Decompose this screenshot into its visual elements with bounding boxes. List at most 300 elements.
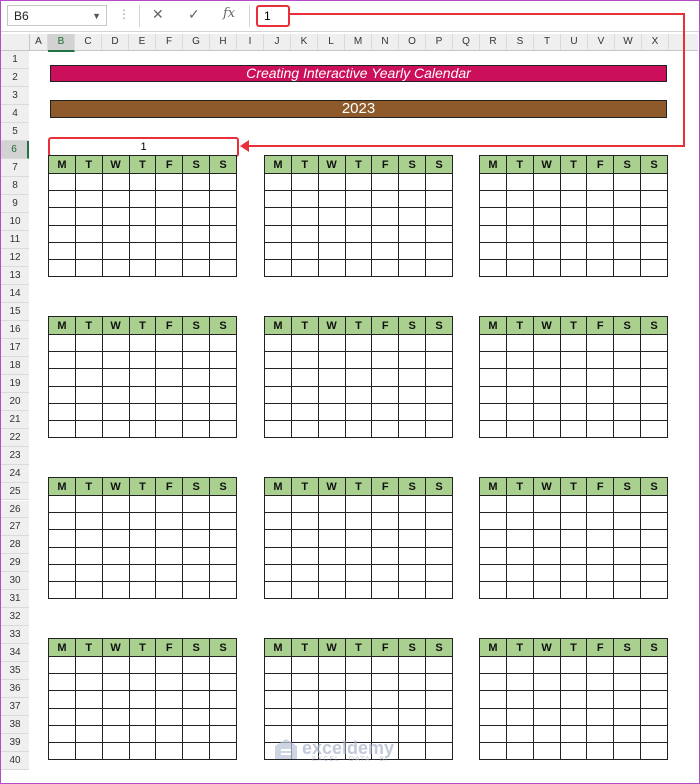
row-header-28[interactable]: 28 [1,536,29,554]
day-cell[interactable] [210,564,237,581]
day-cell[interactable] [102,259,129,276]
day-cell[interactable] [372,530,399,547]
day-cell[interactable] [265,403,292,420]
day-cell[interactable] [480,691,507,708]
day-cell[interactable] [560,420,587,437]
day-cell[interactable] [102,530,129,547]
column-header-h[interactable]: H [210,34,237,50]
weekday-header[interactable]: F [372,639,399,657]
day-cell[interactable] [183,259,210,276]
day-cell[interactable] [210,530,237,547]
day-cell[interactable] [560,708,587,725]
day-cell[interactable] [506,674,533,691]
weekday-header[interactable]: S [399,639,426,657]
day-cell[interactable] [183,174,210,191]
day-cell[interactable] [49,225,76,242]
row-header-12[interactable]: 12 [1,249,29,267]
day-cell[interactable] [399,674,426,691]
day-cell[interactable] [49,174,76,191]
day-cell[interactable] [318,369,345,386]
day-cell[interactable] [480,657,507,674]
day-cell[interactable] [49,242,76,259]
row-header-35[interactable]: 35 [1,662,29,680]
weekday-header[interactable]: W [102,156,129,174]
day-cell[interactable] [399,403,426,420]
day-cell[interactable] [587,403,614,420]
column-header-b[interactable]: B [48,34,75,52]
day-cell[interactable] [560,691,587,708]
day-cell[interactable] [614,530,641,547]
weekday-header[interactable]: S [641,156,668,174]
day-cell[interactable] [480,674,507,691]
day-cell[interactable] [265,513,292,530]
day-cell[interactable] [75,691,102,708]
day-cell[interactable] [75,530,102,547]
day-cell[interactable] [156,242,183,259]
day-cell[interactable] [265,174,292,191]
day-cell[interactable] [372,403,399,420]
day-cell[interactable] [102,708,129,725]
row-header-30[interactable]: 30 [1,572,29,590]
day-cell[interactable] [560,530,587,547]
day-cell[interactable] [156,496,183,513]
day-cell[interactable] [372,191,399,208]
day-cell[interactable] [265,208,292,225]
day-cell[interactable] [560,208,587,225]
day-cell[interactable] [210,208,237,225]
day-cell[interactable] [156,420,183,437]
day-cell[interactable] [345,581,372,598]
day-cell[interactable] [102,691,129,708]
weekday-header[interactable]: T [75,156,102,174]
day-cell[interactable] [560,403,587,420]
day-cell[interactable] [291,674,318,691]
day-cell[interactable] [265,225,292,242]
weekday-header[interactable]: W [102,317,129,335]
day-cell[interactable] [265,691,292,708]
day-cell[interactable] [49,530,76,547]
weekday-header[interactable]: F [587,478,614,496]
row-header-27[interactable]: 27 [1,518,29,536]
day-cell[interactable] [426,420,453,437]
day-cell[interactable] [318,657,345,674]
day-cell[interactable] [399,335,426,352]
day-cell[interactable] [75,208,102,225]
column-header-d[interactable]: D [102,34,129,50]
day-cell[interactable] [265,496,292,513]
day-cell[interactable] [345,191,372,208]
day-cell[interactable] [533,547,560,564]
weekday-header[interactable]: T [560,478,587,496]
row-header-39[interactable]: 39 [1,734,29,752]
day-cell[interactable] [49,191,76,208]
row-header-2[interactable]: 2 [1,69,29,87]
day-cell[interactable] [291,581,318,598]
day-cell[interactable] [49,547,76,564]
day-cell[interactable] [129,191,156,208]
day-cell[interactable] [210,403,237,420]
day-cell[interactable] [210,352,237,369]
day-cell[interactable] [102,403,129,420]
insert-function-icon[interactable]: fx [223,6,236,21]
day-cell[interactable] [49,564,76,581]
day-cell[interactable] [587,259,614,276]
day-cell[interactable] [641,420,668,437]
day-cell[interactable] [480,335,507,352]
day-cell[interactable] [641,174,668,191]
row-header-5[interactable]: 5 [1,123,29,141]
day-cell[interactable] [614,547,641,564]
day-cell[interactable] [291,225,318,242]
day-cell[interactable] [506,191,533,208]
day-cell[interactable] [587,674,614,691]
day-cell[interactable] [156,386,183,403]
day-cell[interactable] [533,496,560,513]
day-cell[interactable] [506,530,533,547]
day-cell[interactable] [533,191,560,208]
weekday-header[interactable]: T [75,317,102,335]
day-cell[interactable] [102,674,129,691]
day-cell[interactable] [318,674,345,691]
day-cell[interactable] [49,708,76,725]
day-cell[interactable] [641,191,668,208]
day-cell[interactable] [533,742,560,759]
day-cell[interactable] [560,386,587,403]
day-cell[interactable] [345,259,372,276]
column-header-q[interactable]: Q [453,34,480,50]
day-cell[interactable] [372,369,399,386]
weekday-header[interactable]: F [587,317,614,335]
column-header-i[interactable]: I [237,34,264,50]
day-cell[interactable] [506,691,533,708]
day-cell[interactable] [156,403,183,420]
weekday-header[interactable]: T [345,478,372,496]
day-cell[interactable] [614,420,641,437]
check-icon[interactable]: ✓ [188,6,200,22]
day-cell[interactable] [291,420,318,437]
day-cell[interactable] [129,530,156,547]
row-header-1[interactable]: 1 [1,51,29,69]
day-cell[interactable] [641,725,668,742]
day-cell[interactable] [129,352,156,369]
day-cell[interactable] [156,225,183,242]
day-cell[interactable] [641,352,668,369]
day-cell[interactable] [506,708,533,725]
day-cell[interactable] [183,742,210,759]
day-cell[interactable] [506,564,533,581]
day-cell[interactable] [183,725,210,742]
day-cell[interactable] [183,242,210,259]
day-cell[interactable] [480,725,507,742]
day-cell[interactable] [345,547,372,564]
day-cell[interactable] [183,674,210,691]
day-cell[interactable] [399,369,426,386]
weekday-header[interactable]: M [265,639,292,657]
day-cell[interactable] [426,547,453,564]
day-cell[interactable] [641,335,668,352]
row-header-36[interactable]: 36 [1,680,29,698]
day-cell[interactable] [399,564,426,581]
day-cell[interactable] [372,420,399,437]
weekday-header[interactable]: S [614,317,641,335]
column-header-x[interactable]: X [642,34,669,50]
row-header-40[interactable]: 40 [1,752,29,770]
day-cell[interactable] [49,335,76,352]
day-cell[interactable] [183,191,210,208]
day-cell[interactable] [426,191,453,208]
day-cell[interactable] [183,386,210,403]
day-cell[interactable] [210,581,237,598]
day-cell[interactable] [345,420,372,437]
day-cell[interactable] [210,547,237,564]
day-cell[interactable] [614,742,641,759]
day-cell[interactable] [399,352,426,369]
day-cell[interactable] [533,225,560,242]
day-cell[interactable] [318,691,345,708]
day-cell[interactable] [291,691,318,708]
day-cell[interactable] [399,581,426,598]
day-cell[interactable] [318,208,345,225]
day-cell[interactable] [102,725,129,742]
day-cell[interactable] [399,242,426,259]
day-cell[interactable] [587,725,614,742]
weekday-header[interactable]: S [641,639,668,657]
day-cell[interactable] [560,657,587,674]
day-cell[interactable] [426,581,453,598]
day-cell[interactable] [210,708,237,725]
cancel-icon[interactable]: ✕ [152,6,164,22]
day-cell[interactable] [102,581,129,598]
formula-input[interactable] [256,5,290,27]
day-cell[interactable] [156,581,183,598]
day-cell[interactable] [183,564,210,581]
day-cell[interactable] [533,530,560,547]
day-cell[interactable] [156,369,183,386]
weekday-header[interactable]: M [480,156,507,174]
day-cell[interactable] [102,225,129,242]
day-cell[interactable] [614,564,641,581]
day-cell[interactable] [318,496,345,513]
day-cell[interactable] [183,496,210,513]
day-cell[interactable] [291,403,318,420]
day-cell[interactable] [75,386,102,403]
row-header-9[interactable]: 9 [1,195,29,213]
day-cell[interactable] [265,242,292,259]
day-cell[interactable] [129,369,156,386]
day-cell[interactable] [129,547,156,564]
day-cell[interactable] [345,496,372,513]
day-cell[interactable] [265,708,292,725]
day-cell[interactable] [183,352,210,369]
day-cell[interactable] [318,191,345,208]
weekday-header[interactable]: M [480,478,507,496]
day-cell[interactable] [426,259,453,276]
day-cell[interactable] [506,725,533,742]
day-cell[interactable] [560,725,587,742]
day-cell[interactable] [156,530,183,547]
weekday-header[interactable]: W [102,639,129,657]
day-cell[interactable] [265,335,292,352]
day-cell[interactable] [291,657,318,674]
day-cell[interactable] [75,369,102,386]
day-cell[interactable] [345,674,372,691]
day-cell[interactable] [426,691,453,708]
day-cell[interactable] [641,403,668,420]
day-cell[interactable] [75,581,102,598]
day-cell[interactable] [614,708,641,725]
day-cell[interactable] [641,225,668,242]
day-cell[interactable] [480,420,507,437]
day-cell[interactable] [183,708,210,725]
day-cell[interactable] [102,386,129,403]
row-header-29[interactable]: 29 [1,554,29,572]
day-cell[interactable] [49,352,76,369]
day-cell[interactable] [318,259,345,276]
weekday-header[interactable]: T [506,478,533,496]
day-cell[interactable] [426,208,453,225]
weekday-header[interactable]: F [372,478,399,496]
day-cell[interactable] [49,259,76,276]
day-cell[interactable] [533,403,560,420]
day-cell[interactable] [533,725,560,742]
day-cell[interactable] [265,674,292,691]
day-cell[interactable] [614,581,641,598]
day-cell[interactable] [480,259,507,276]
row-header-14[interactable]: 14 [1,285,29,303]
day-cell[interactable] [533,674,560,691]
day-cell[interactable] [318,335,345,352]
day-cell[interactable] [372,352,399,369]
day-cell[interactable] [641,742,668,759]
day-cell[interactable] [291,352,318,369]
chevron-down-icon[interactable]: ▼ [92,11,101,21]
day-cell[interactable] [372,708,399,725]
row-header-16[interactable]: 16 [1,321,29,339]
day-cell[interactable] [641,564,668,581]
row-header-24[interactable]: 24 [1,465,29,483]
day-cell[interactable] [587,513,614,530]
day-cell[interactable] [75,225,102,242]
day-cell[interactable] [399,496,426,513]
day-cell[interactable] [345,242,372,259]
day-cell[interactable] [506,225,533,242]
day-cell[interactable] [129,674,156,691]
weekday-header[interactable]: S [183,478,210,496]
day-cell[interactable] [641,496,668,513]
day-cell[interactable] [533,369,560,386]
weekday-header[interactable]: W [533,478,560,496]
weekday-header[interactable]: S [614,478,641,496]
day-cell[interactable] [102,352,129,369]
day-cell[interactable] [102,369,129,386]
day-cell[interactable] [372,174,399,191]
day-cell[interactable] [75,547,102,564]
day-cell[interactable] [210,386,237,403]
weekday-header[interactable]: S [426,156,453,174]
weekday-header[interactable]: S [210,639,237,657]
weekday-header[interactable]: M [480,317,507,335]
day-cell[interactable] [102,547,129,564]
day-cell[interactable] [129,259,156,276]
day-cell[interactable] [480,742,507,759]
day-cell[interactable] [372,513,399,530]
day-cell[interactable] [399,691,426,708]
day-cell[interactable] [372,386,399,403]
day-cell[interactable] [533,708,560,725]
column-header-c[interactable]: C [75,34,102,50]
weekday-header[interactable]: T [75,478,102,496]
weekday-header[interactable]: T [291,639,318,657]
day-cell[interactable] [75,674,102,691]
day-cell[interactable] [560,581,587,598]
day-cell[interactable] [129,742,156,759]
weekday-header[interactable]: S [399,478,426,496]
day-cell[interactable] [265,581,292,598]
day-cell[interactable] [506,259,533,276]
weekday-header[interactable]: M [49,156,76,174]
day-cell[interactable] [210,725,237,742]
day-cell[interactable] [372,657,399,674]
weekday-header[interactable]: T [506,317,533,335]
weekday-header[interactable]: T [560,156,587,174]
row-header-31[interactable]: 31 [1,590,29,608]
day-cell[interactable] [156,191,183,208]
day-cell[interactable] [372,581,399,598]
day-cell[interactable] [533,242,560,259]
day-cell[interactable] [480,225,507,242]
day-cell[interactable] [210,420,237,437]
day-cell[interactable] [129,225,156,242]
day-cell[interactable] [399,530,426,547]
day-cell[interactable] [183,225,210,242]
day-cell[interactable] [318,547,345,564]
day-cell[interactable] [372,225,399,242]
day-cell[interactable] [587,657,614,674]
day-cell[interactable] [345,708,372,725]
day-cell[interactable] [129,335,156,352]
row-header-23[interactable]: 23 [1,447,29,465]
day-cell[interactable] [399,513,426,530]
weekday-header[interactable]: W [533,639,560,657]
day-cell[interactable] [614,242,641,259]
day-cell[interactable] [372,564,399,581]
weekday-header[interactable]: S [614,639,641,657]
day-cell[interactable] [129,564,156,581]
day-cell[interactable] [265,564,292,581]
day-cell[interactable] [533,208,560,225]
day-cell[interactable] [75,352,102,369]
day-cell[interactable] [156,725,183,742]
day-cell[interactable] [210,259,237,276]
day-cell[interactable] [614,174,641,191]
day-cell[interactable] [587,352,614,369]
day-cell[interactable] [426,496,453,513]
day-cell[interactable] [183,657,210,674]
day-cell[interactable] [560,674,587,691]
column-header-e[interactable]: E [129,34,156,50]
day-cell[interactable] [506,496,533,513]
weekday-header[interactable]: W [318,478,345,496]
column-header-j[interactable]: J [264,34,291,50]
column-header-n[interactable]: N [372,34,399,50]
day-cell[interactable] [265,657,292,674]
weekday-header[interactable]: S [426,317,453,335]
day-cell[interactable] [210,369,237,386]
day-cell[interactable] [372,208,399,225]
day-cell[interactable] [102,496,129,513]
day-cell[interactable] [129,496,156,513]
day-cell[interactable] [291,174,318,191]
